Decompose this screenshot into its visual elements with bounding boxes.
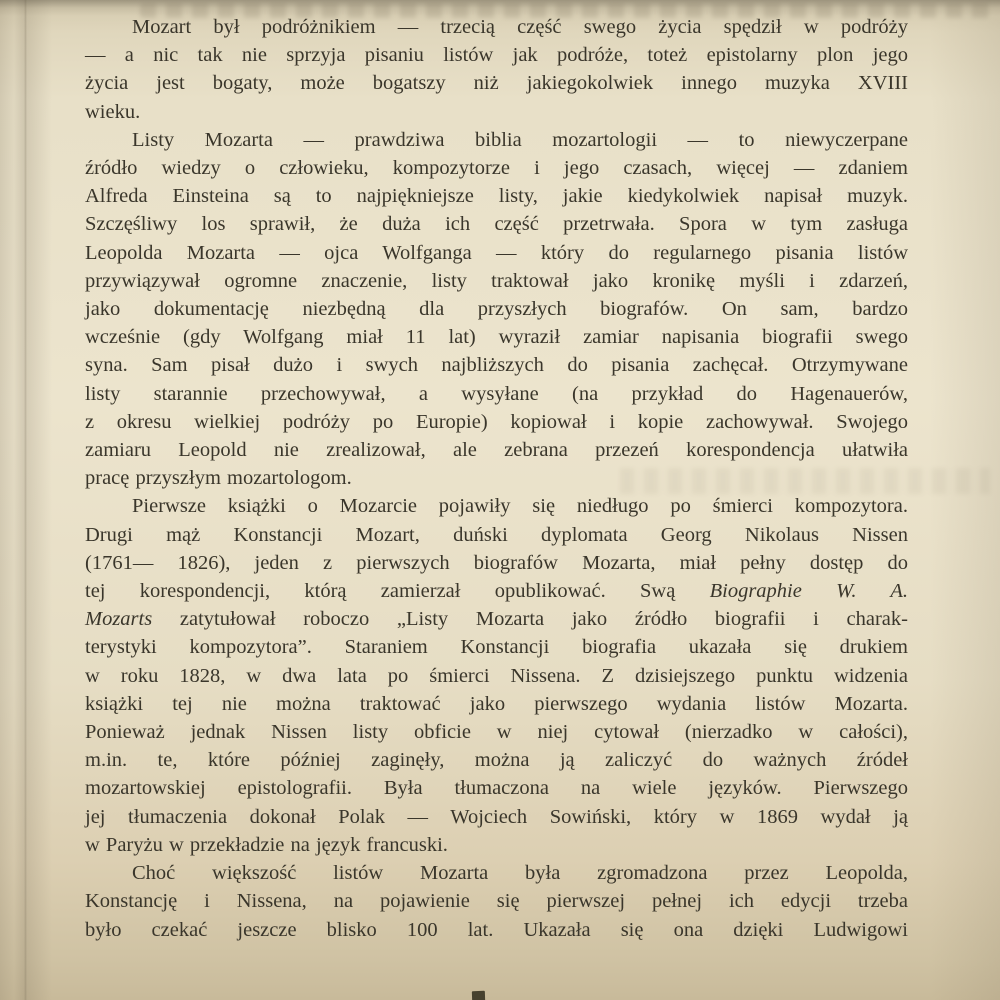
text-segment: terystyki kompozytora”. Staraniem Konstancji biografia ukazała się drukiem [85, 636, 908, 659]
text-segment: mozartowskiej epistolografii. Była tłumaczona na wiele języków. Pierwszego [85, 777, 908, 800]
text-line [85, 267, 908, 295]
text-line [85, 154, 908, 182]
text-line [85, 323, 908, 351]
gutter-crease [24, 0, 27, 1000]
text-line [85, 549, 908, 577]
text-segment: Listy Mozarta — prawdziwa biblia mozartologii — to niewyczerpane [132, 128, 908, 151]
text-segment: z okresu wielkiej podróży po Europie) kopiował i kopie zachowywał. Swojego [85, 410, 908, 433]
text-segment: Szczęśliwy los sprawił, że duża ich część przetrwała. Spora w tym zasługa [85, 213, 908, 236]
italic-text-segment: Biographie W. A. [709, 580, 908, 603]
text-line [85, 351, 908, 379]
text-segment: źródło wiedzy o człowieku, kompozytorze i jego czasach, więcej — zdaniem [85, 157, 908, 180]
text-segment: — a nic tak nie sprzyja pisaniu listów jak podróże, toteż epistolarny plon jego [85, 44, 908, 67]
text-segment: Ponieważ jednak Nissen listy obficie w niej cytował (nierzadko w całości), [85, 721, 908, 744]
text-line [85, 182, 908, 210]
text-line [85, 633, 908, 661]
text-segment: m.in. te, które później zaginęły, można ją zaliczyć do ważnych źródeł [85, 749, 908, 772]
text-segment: życia jest bogaty, może bogatszy niż jakiegokolwiek innego muzyka XVIII [85, 72, 908, 95]
text-line [85, 436, 908, 464]
text-line [85, 859, 908, 887]
text-segment: Konstancję i Nissena, na pojawienie się pierwszej pełnej ich edycji trzeba [85, 890, 908, 913]
text-segment: zatytułował roboczo „Listy Mozarta jako źródło biografii i charak- [152, 608, 908, 631]
text-line [85, 887, 908, 915]
text-segment: w Paryżu w przekładzie na język francuski. [85, 833, 448, 856]
text-line [85, 662, 908, 690]
text-line [85, 605, 908, 633]
text-line [85, 380, 908, 408]
text-segment: pracę przyszłym mozartologom. [85, 467, 352, 490]
text-segment: tej korespondencji, którą zamierzał opublikować. Swą [85, 580, 710, 603]
text-line [85, 408, 908, 436]
text-line [85, 521, 908, 549]
text-line [85, 41, 908, 69]
text-line [85, 718, 908, 746]
paragraph [85, 13, 908, 126]
text-segment: (1761— 1826), jeden z pierwszych biografów Mozarta, miał pełny dostęp do [85, 551, 908, 574]
text-segment: książki tej nie można traktować jako pierwszego wydania listów Mozarta. [85, 692, 908, 715]
text-line [85, 210, 908, 238]
text-line [85, 239, 908, 267]
text-line [85, 98, 908, 126]
text-segment: Alfreda Einsteina są to najpiękniejsze listy, jakie kiedykolwiek napisał muzyk. [85, 185, 908, 208]
text-segment: zamiaru Leopold nie zrealizował, ale zebrana przezeń korespondencja ułatwiła [85, 439, 908, 462]
text-segment: syna. Sam pisał dużo i swych najbliższych do pisania zachęcał. Otrzymywane [85, 354, 908, 377]
text-line [85, 916, 908, 944]
text-segment: Pierwsze książki o Mozarcie pojawiły się niedługo po śmierci kompozytora. [132, 495, 908, 518]
text-segment: wcześnie (gdy Wolfgang miał 11 lat) wyraził zamiar napisania biografii swego [85, 326, 908, 349]
text-segment: przywiązywał ogromne znaczenie, listy traktował jako kronikę myśli i zdarzeń, [85, 269, 908, 292]
text-segment: jako dokumentację niezbędną dla przyszłych biografów. On sam, bardzo [85, 298, 908, 321]
text-line [85, 295, 908, 323]
text-segment: Mozart był podróżnikiem — trzecią część swego życia spędził w podróży [132, 16, 908, 38]
text-segment: Leopolda Mozarta — ojca Wolfganga — który do regularnego pisania listów [85, 241, 908, 264]
text-line [85, 69, 908, 97]
text-line [85, 464, 908, 492]
text-segment: listy starannie przechowywał, a wysyłane (na przykład do Hagenauerów, [85, 382, 908, 405]
text-segment: Choć większość listów Mozarta była zgromadzona przez Leopolda, [132, 862, 908, 885]
cut-off-page-number [472, 991, 485, 1000]
paragraph [85, 126, 908, 493]
text-segment: Drugi mąż Konstancji Mozart, duński dyplomata Georg Nikolaus Nissen [85, 523, 908, 546]
paragraph [85, 859, 908, 944]
text-line [85, 577, 908, 605]
text-segment: jej tłumaczenia dokonał Polak — Wojciech Sowiński, który w 1869 wydał ją [85, 805, 908, 828]
text-line [85, 126, 908, 154]
text-segment: wieku. [85, 100, 141, 123]
text-segment: w roku 1828, w dwa lata po śmierci Nissena. Z dzisiejszego punktu widzenia [85, 664, 908, 687]
italic-text-segment: Mozarts [85, 608, 153, 631]
paragraph [85, 492, 908, 859]
text-line [85, 831, 908, 859]
text-line [85, 746, 908, 774]
text-line [85, 13, 908, 41]
text-line [85, 690, 908, 718]
text-line [85, 803, 908, 831]
text-line [85, 774, 908, 802]
text-line [85, 492, 908, 520]
text-column [85, 13, 908, 944]
text-segment: było czekać jeszcze blisko 100 lat. Ukazała się ona dzięki Ludwigowi [85, 918, 908, 941]
